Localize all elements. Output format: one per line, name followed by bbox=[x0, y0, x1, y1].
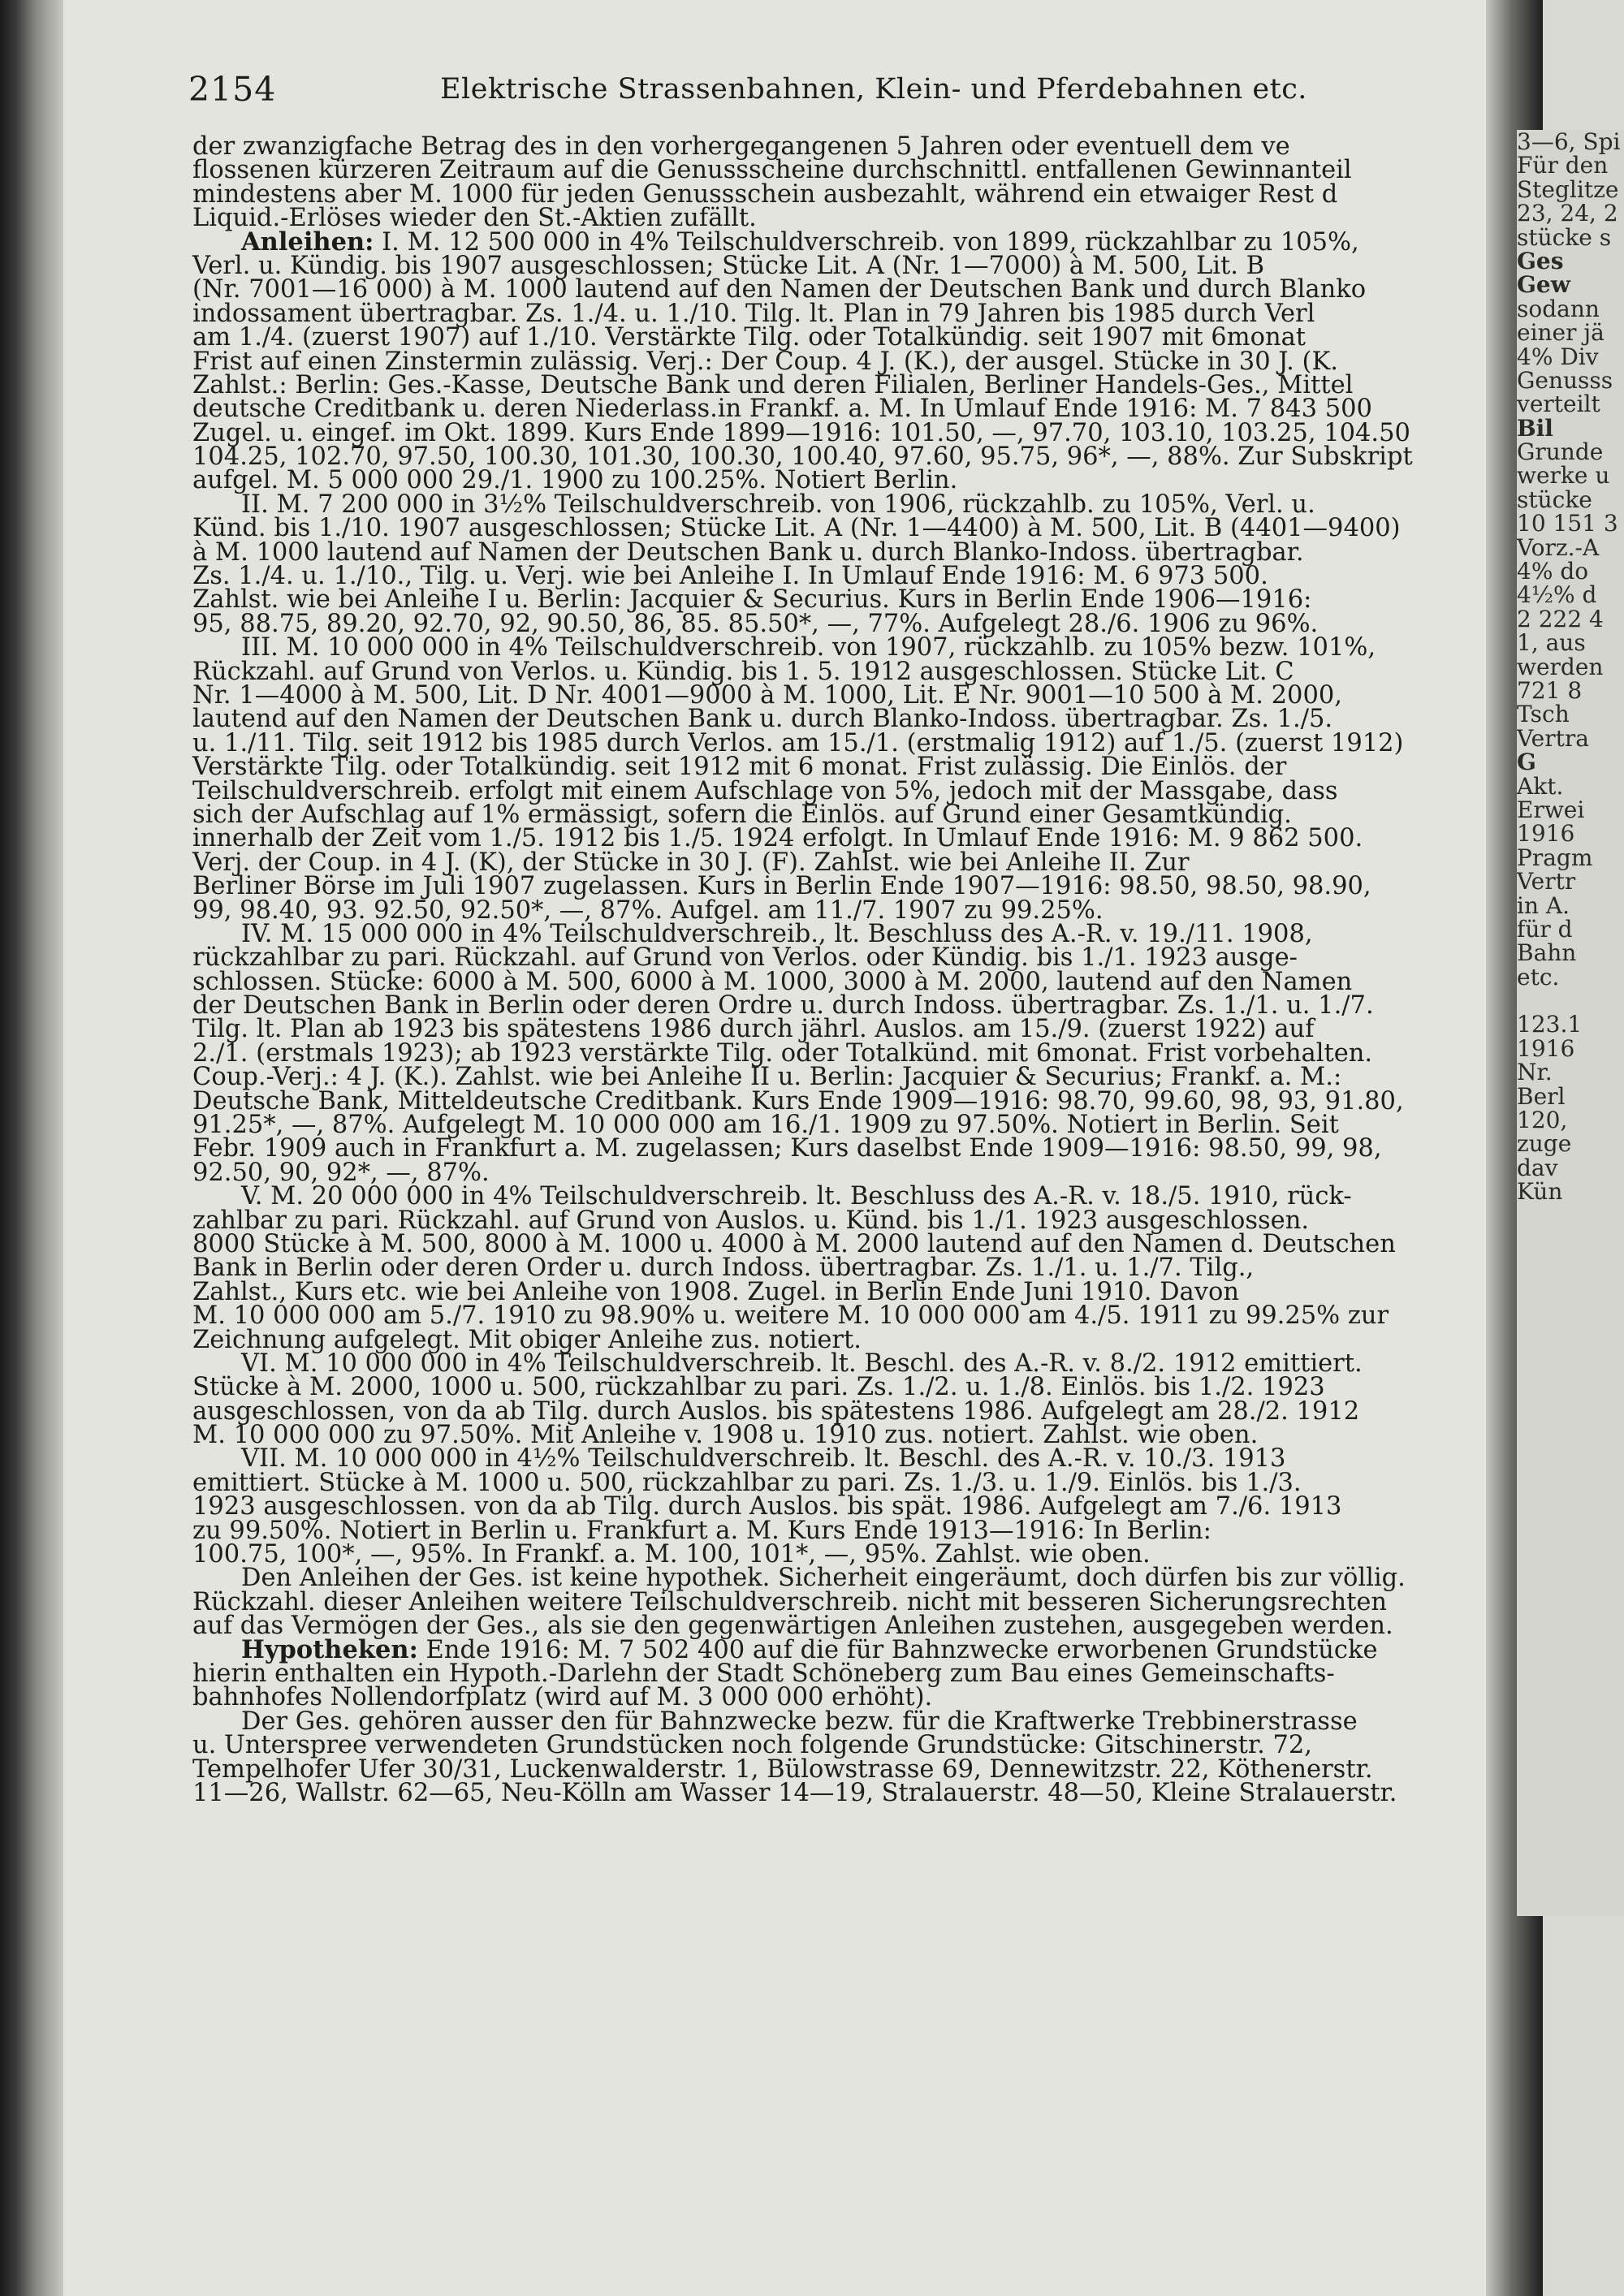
text-line-content: 2./1. (erstmals 1923); ab 1923 verstärkte Tilg. oder Totalkünd. mit 6monat. Frist vorbehalten. bbox=[192, 1038, 1373, 1068]
page-number: 2154 bbox=[188, 70, 277, 109]
adjacent-page-line: 120, bbox=[1517, 1107, 1568, 1134]
text-line bbox=[192, 418, 1508, 447]
text-line bbox=[192, 848, 1508, 877]
text-line-content: (Nr. 7001—16 000) à M. 1000 lautend auf den Namen der Deutschen Bank und durch Blanko bbox=[192, 275, 1367, 304]
text-line-content: Verstärkte Tilg. oder Totalkündig. seit 1912 mit 6 monat. Frist zulässig. Die Einlös. der bbox=[192, 753, 1287, 782]
adjacent-page-line: 2 222 4 bbox=[1517, 605, 1604, 632]
text-line bbox=[192, 1421, 1508, 1450]
adjacent-page-line: für d bbox=[1517, 915, 1573, 943]
text-line bbox=[192, 1158, 1508, 1187]
text-line-content: bahnhofes Nollendorfplatz (wird auf M. 3 000 000 erhöht). bbox=[192, 1683, 933, 1712]
page-header bbox=[188, 70, 1488, 119]
text-line bbox=[192, 800, 1508, 829]
adjacent-page-line: dav bbox=[1517, 1154, 1558, 1181]
text-line-content: am 1./4. (zuerst 1907) auf 1./10. Verstärkte Tilg. oder Totalkündig. seit 1907 mit 6monat bbox=[192, 323, 1307, 352]
text-line-content: Tempelhofer Ufer 30/31, Luckenwalderstr. 1, Bülowstrasse 69, Dennewitzstr. 22, Köthenerstr. bbox=[192, 1754, 1373, 1784]
text-line-content: emittiert. Stücke à M. 1000 u. 500, rückzahlbar zu pari. Zs. 1./3. u. 1./9. Einlös. bis 1./3. bbox=[192, 1468, 1302, 1497]
text-line-content: u. Unterspree verwendeten Grundstücken noch folgende Grundstücke: Gitschinerstr. 72, bbox=[192, 1731, 1312, 1760]
text-line-content: I. M. 12 500 000 in 4% Teilschuldverschreib. von 1899, rückzahlbar zu 105%, bbox=[374, 227, 1359, 257]
text-line bbox=[192, 132, 1508, 161]
adjacent-page-line: Grunde bbox=[1517, 438, 1604, 466]
text-line bbox=[192, 657, 1508, 686]
text-line-content: Nr. 1—4000 à M. 500, Lit. D Nr. 4001—9000 à M. 1000, Lit. E Nr. 9001—10 500 à M. 2000, bbox=[192, 680, 1342, 710]
text-line-content: innerhalb der Zeit vom 1./5. 1912 bis 1./5. 1924 erfolgt. In Umlauf Ende 1916: M. 9 862 500. bbox=[192, 824, 1363, 853]
text-line bbox=[192, 1111, 1508, 1140]
adjacent-page-line: in A. bbox=[1517, 891, 1570, 919]
text-line bbox=[192, 705, 1508, 734]
text-line-content: 1923 ausgeschlossen. von da ab Tilg. durch Auslos. bis spät. 1986. Aufgelegt am 7./6. 1913 bbox=[192, 1492, 1342, 1521]
text-line-content: Zahlst., Kurs etc. wie bei Anleihe von 1908. Zugel. in Berlin Ende Juni 1910. Davon bbox=[192, 1277, 1239, 1306]
text-line bbox=[192, 179, 1508, 209]
text-line-content: Ende 1916: M. 7 502 400 auf die für Bahnzwecke erworbenen Grundstücke bbox=[417, 1635, 1378, 1664]
text-line-content: Künd. bis 1./10. 1907 ausgeschlossen; Stücke Lit. A (Nr. 1—4400) à M. 500, Lit. B (4401—9400) bbox=[192, 514, 1401, 543]
text-line bbox=[192, 370, 1508, 399]
text-line-content: M. 10 000 000 am 5./7. 1910 zu 98.90% u. weitere M. 10 000 000 am 4./5. 1911 zu 99.25% zur bbox=[192, 1301, 1389, 1331]
text-line bbox=[192, 753, 1508, 782]
text-line bbox=[192, 1254, 1508, 1283]
text-line-content: 104.25, 102.70, 97.50, 100.30, 101.30, 100.30, 100.40, 97.60, 95.75, 96*, —, 88%. Zur Subskript bbox=[192, 442, 1413, 472]
text-line bbox=[192, 1038, 1508, 1068]
text-line-content: 92.50, 90, 92*, —, 87%. bbox=[192, 1158, 490, 1187]
text-line bbox=[192, 943, 1508, 973]
text-line bbox=[192, 227, 1508, 257]
text-line bbox=[192, 824, 1508, 853]
adjacent-page-line: Ges bbox=[1517, 247, 1564, 274]
text-line-content: à M. 1000 lautend auf Namen der Deutschen Bank u. durch Blanko-Indoss. übertragbar. bbox=[192, 537, 1304, 567]
text-line bbox=[192, 537, 1508, 567]
text-line bbox=[192, 1683, 1508, 1712]
adjacent-page-line: Vertr bbox=[1517, 868, 1576, 896]
text-line-content: Rückzahl. auf Grund von Verlos. u. Kündig. bis 1. 5. 1912 ausgeschlossen. Stücke Lit. C bbox=[192, 657, 1294, 686]
text-line bbox=[192, 585, 1508, 615]
text-line bbox=[192, 1731, 1508, 1760]
adjacent-page-line: G bbox=[1517, 749, 1536, 776]
adjacent-page-line: werden bbox=[1517, 653, 1604, 680]
adjacent-page-line: 4% do bbox=[1517, 558, 1589, 585]
text-line bbox=[192, 1229, 1508, 1258]
adjacent-page-line: Pragm bbox=[1517, 844, 1593, 871]
text-line-content: hierin enthalten ein Hypoth.-Darlehn der Stadt Schöneberg zum Bau eines Gemeinschafts- bbox=[192, 1659, 1335, 1688]
adjacent-page-line: 1, aus bbox=[1517, 629, 1586, 657]
text-line bbox=[192, 1325, 1508, 1354]
text-line-content: indossament übertragbar. Zs. 1./4. u. 1./10. Tilg. lt. Plan in 79 Jahren bis 1985 durch Verl bbox=[192, 299, 1315, 328]
text-line bbox=[192, 633, 1508, 662]
adjacent-page-line: zuge bbox=[1517, 1130, 1572, 1158]
adjacent-page-line: Steglitze bbox=[1517, 175, 1619, 203]
text-line-content: Teilschuldverschreib. erfolgt mit einem Aufschlage von 5%, jedoch mit der Massgabe, dass bbox=[192, 776, 1338, 805]
adjacent-page-line: sodann bbox=[1517, 295, 1600, 322]
text-line-content: VII. M. 10 000 000 in 4½% Teilschuldverschreib. lt. Beschl. des A.-R. v. 10./3. 1913 bbox=[241, 1444, 1286, 1474]
text-line bbox=[192, 1373, 1508, 1402]
text-line-content: 8000 Stücke à M. 500, 8000 à M. 1000 u. 4000 à M. 2000 lautend auf den Namen d. Deutschen bbox=[192, 1229, 1396, 1258]
text-line bbox=[192, 1277, 1508, 1306]
running-title: Elektrische Strassenbahnen, Klein- und Pferdebahnen etc. bbox=[440, 73, 1307, 106]
adjacent-page-line: Kün bbox=[1517, 1178, 1563, 1206]
text-line-content: M. 10 000 000 zu 97.50%. Mit Anleihe v. 1908 u. 1910 zus. notiert. Zahlst. wie oben. bbox=[192, 1421, 1259, 1450]
text-line bbox=[192, 1540, 1508, 1569]
text-line bbox=[192, 1634, 1508, 1664]
adjacent-page-line: 1916 bbox=[1517, 820, 1575, 848]
text-line bbox=[192, 1659, 1508, 1688]
text-line bbox=[192, 204, 1508, 233]
text-line bbox=[192, 728, 1508, 757]
text-line-content: IV. M. 15 000 000 in 4% Teilschuldverschreib., lt. Beschluss des A.-R. v. 19./11. 1908, bbox=[241, 919, 1313, 948]
text-line-content: Zahlst.: Berlin: Ges.-Kasse, Deutsche Bank und deren Filialen, Berliner Handels-Ges., Mittel bbox=[192, 370, 1354, 399]
text-line bbox=[192, 275, 1508, 304]
adjacent-page-line: etc. bbox=[1517, 963, 1560, 990]
text-line bbox=[192, 1492, 1508, 1521]
adjacent-page-line: Bahn bbox=[1517, 939, 1577, 967]
text-line bbox=[192, 347, 1508, 376]
adjacent-page-line: einer jä bbox=[1517, 319, 1605, 347]
adjacent-page-line: Nr. bbox=[1517, 1059, 1553, 1086]
text-line bbox=[192, 1182, 1508, 1211]
text-line-content: Deutsche Bank, Mitteldeutsche Creditbank. Kurs Ende 1909—1916: 98.70, 99.60, 98, 93, 91.80, bbox=[192, 1086, 1404, 1116]
text-line bbox=[192, 299, 1508, 328]
text-line bbox=[192, 1134, 1508, 1163]
text-line bbox=[192, 1301, 1508, 1331]
text-line bbox=[192, 776, 1508, 805]
text-line bbox=[192, 919, 1508, 948]
text-line bbox=[192, 156, 1508, 185]
adjacent-page-line: werke u bbox=[1517, 462, 1610, 490]
text-line-content: auf das Vermögen der Ges., als sie den gegenwärtigen Anleihen zustehen, ausgegeben werden. bbox=[192, 1612, 1393, 1641]
text-line-content: Liquid.-Erlöses wieder den St.-Aktien zufällt. bbox=[192, 204, 757, 233]
adjacent-page-line: 123.1 bbox=[1517, 1011, 1583, 1038]
text-line-content: ausgeschlossen, von da ab Tilg. durch Auslos. bis spätestens 1986. Aufgelegt am 28./2. 1912 bbox=[192, 1396, 1360, 1426]
section-heading: Hypotheken: bbox=[241, 1634, 418, 1664]
book-binding-shadow bbox=[0, 0, 63, 2296]
text-line-content: rückzahlbar zu pari. Rückzahl. auf Grund von Verlos. oder Kündig. bis 1./1. 1923 ausge- bbox=[192, 943, 1298, 973]
text-line-content: Coup.-Verj.: 4 J. (K.). Zahlst. wie bei Anleihe II u. Berlin: Jacquier & Securius; Frankf. a. M.: bbox=[192, 1063, 1342, 1092]
adjacent-page-line: Berl bbox=[1517, 1082, 1566, 1110]
text-line-content: Bank in Berlin oder deren Order u. durch Indoss. übertragbar. Zs. 1./1. u. 1./7. Tilg., bbox=[192, 1254, 1255, 1283]
adjacent-page-line: Akt. bbox=[1517, 772, 1564, 800]
text-line-content: Berliner Börse im Juli 1907 zugelassen. Kurs in Berlin Ende 1907—1916: 98.50, 98.50, 98.90, bbox=[192, 872, 1371, 901]
text-line bbox=[192, 562, 1508, 591]
text-line-content: Stücke à M. 2000, 1000 u. 500, rückzahlbar zu pari. Zs. 1./2. u. 1./8. Einlös. bis 1./2. 1923 bbox=[192, 1373, 1325, 1402]
text-line-content: Zeichnung aufgelegt. Mit obiger Anleihe zus. notiert. bbox=[192, 1325, 862, 1354]
text-line-content: 95, 88.75, 89.20, 92.70, 92, 90.50, 86, 85. 85.50*, —, 77%. Aufgelegt 28./6. 1906 zu 96%. bbox=[192, 609, 1319, 638]
text-line bbox=[192, 1516, 1508, 1545]
text-line bbox=[192, 1564, 1508, 1593]
text-line-content: zu 99.50%. Notiert in Berlin u. Frankfurt a. M. Kurs Ende 1913—1916: In Berlin: bbox=[192, 1516, 1212, 1545]
text-line bbox=[192, 872, 1508, 901]
adjacent-page-fragment bbox=[1517, 130, 1624, 1916]
text-line-content: mindestens aber M. 1000 für jeden Genussschein ausbezahlt, während ein etwaiger Rest d bbox=[192, 179, 1338, 209]
text-line-content: II. M. 7 200 000 in 3½% Teilschuldverschreib. von 1906, rückzahlb. zu 105%, Verl. u. bbox=[241, 490, 1315, 519]
text-line-content: Zugel. u. eingef. im Okt. 1899. Kurs Ende 1899—1916: 101.50, —, 97.70, 103.10, 103.25, 104.50 bbox=[192, 418, 1410, 447]
adjacent-page-line: Bil bbox=[1517, 414, 1553, 442]
text-line bbox=[192, 1754, 1508, 1784]
text-line-content: aufgel. M. 5 000 000 29./1. 1900 zu 100.25%. Notiert Berlin. bbox=[192, 466, 958, 495]
text-line bbox=[192, 490, 1508, 519]
adjacent-page-line: Erwei bbox=[1517, 796, 1585, 823]
text-line-content: lautend auf den Namen der Deutschen Bank u. durch Blanko-Indoss. übertragbar. Zs. 1./5. bbox=[192, 705, 1333, 734]
text-line-content: schlossen. Stücke: 6000 à M. 500, 6000 à M. 1000, 3000 à M. 2000, lautend auf den Namen bbox=[192, 967, 1353, 996]
adjacent-page-line: 3—6, Spi bbox=[1517, 130, 1621, 155]
text-line-content: deutsche Creditbank u. deren Niederlass.in Frankf. a. M. In Umlauf Ende 1916: M. 7 843 500 bbox=[192, 395, 1372, 424]
text-line bbox=[192, 1707, 1508, 1736]
text-line bbox=[192, 680, 1508, 710]
text-line bbox=[192, 1587, 1508, 1616]
adjacent-page-line: 4½% d bbox=[1517, 581, 1597, 609]
text-line bbox=[192, 1396, 1508, 1426]
text-line bbox=[192, 514, 1508, 543]
text-line bbox=[192, 967, 1508, 996]
text-line bbox=[192, 1086, 1508, 1116]
adjacent-page-line: Vertra bbox=[1517, 724, 1589, 752]
text-line bbox=[192, 609, 1508, 638]
adjacent-page-line: Genusss bbox=[1517, 366, 1613, 394]
text-line-content: Tilg. lt. Plan ab 1923 bis spätestens 1986 durch jährl. Auslos. am 15./9. (zuerst 1922) auf bbox=[192, 1015, 1315, 1044]
adjacent-page-line: Für den bbox=[1517, 152, 1609, 179]
text-line-content: Rückzahl. dieser Anleihen weitere Teilschuldverschreib. nicht mit besseren Sicherungsrechten bbox=[192, 1587, 1388, 1616]
text-line bbox=[192, 1015, 1508, 1044]
text-line-content: Zahlst. wie bei Anleihe I u. Berlin: Jacquier & Securius. Kurs in Berlin Ende 1906—1916: bbox=[192, 585, 1312, 615]
text-line-content: V. M. 20 000 000 in 4% Teilschuldverschreib. lt. Beschluss des A.-R. v. 18./5. 1910, rück- bbox=[241, 1182, 1352, 1211]
text-line bbox=[192, 1778, 1508, 1807]
text-line bbox=[192, 442, 1508, 472]
text-line bbox=[192, 395, 1508, 424]
text-line-content: der Deutschen Bank in Berlin oder deren Ordre u. durch Indoss. übertragbar. Zs. 1./1. u. 1./7. bbox=[192, 991, 1374, 1021]
text-line bbox=[192, 251, 1508, 280]
section-heading: Anleihen: bbox=[241, 227, 374, 257]
adjacent-page-line: 10 151 3 bbox=[1517, 510, 1618, 537]
adjacent-page-line: verteilt bbox=[1517, 391, 1600, 418]
text-line-content: u. 1./11. Tilg. seit 1912 bis 1985 durch Verlos. am 15./1. (erstmalig 1912) auf 1./5. (zuerst 1912) bbox=[192, 728, 1404, 757]
text-line-content: 100.75, 100*, —, 95%. In Frankf. a. M. 100, 101*, —, 95%. Zahlst. wie oben. bbox=[192, 1540, 1151, 1569]
adjacent-page-line: stücke bbox=[1517, 486, 1592, 513]
text-line-content: Verj. der Coup. in 4 J. (K), der Stücke in 30 J. (F). Zahlst. wie bei Anleihe II. Zur bbox=[192, 848, 1190, 877]
text-line-content: Febr. 1909 auch in Frankfurt a. M. zugelassen; Kurs daselbst Ende 1909—1916: 98.50, 99, 98, bbox=[192, 1134, 1382, 1163]
text-line bbox=[192, 991, 1508, 1021]
adjacent-page-line: Vorz.-A bbox=[1517, 533, 1600, 561]
adjacent-page-line: 1916 bbox=[1517, 1034, 1575, 1062]
adjacent-page-line: stücke s bbox=[1517, 223, 1612, 251]
adjacent-page-line bbox=[1517, 989, 1624, 1012]
text-line-content: Der Ges. gehören ausser den für Bahnzwecke bezw. für die Kraftwerke Trebbinerstrasse bbox=[241, 1707, 1358, 1736]
adjacent-page-line: 23, 24, 2 bbox=[1517, 200, 1618, 227]
text-line-content: Den Anleihen der Ges. ist keine hypothek. Sicherheit eingeräumt, doch dürfen bis zur völlig. bbox=[241, 1564, 1406, 1593]
adjacent-page-line: Tsch bbox=[1517, 701, 1570, 728]
text-line-content: 99, 98.40, 93. 92.50, 92.50*, —, 87%. Aufgel. am 11./7. 1907 zu 99.25%. bbox=[192, 896, 1104, 925]
adjacent-page-line: 4% Div bbox=[1517, 343, 1599, 370]
text-line bbox=[192, 466, 1508, 495]
text-line-content: 11—26, Wallstr. 62—65, Neu-Kölln am Wasser 14—19, Stralauerstr. 48—50, Kleine Stralauerstr. bbox=[192, 1778, 1397, 1807]
adjacent-page-line: Gew bbox=[1517, 271, 1570, 299]
text-line bbox=[192, 1444, 1508, 1474]
adjacent-page-line: 721 8 bbox=[1517, 676, 1583, 704]
text-line bbox=[192, 323, 1508, 352]
text-line-content: Verl. u. Kündig. bis 1907 ausgeschlossen; Stücke Lit. A (Nr. 1—7000) à M. 500, Lit. B bbox=[192, 251, 1265, 280]
text-line-content: Frist auf einen Zinstermin zulässig. Verj.: Der Coup. 4 J. (K.), der ausgel. Stücke in 30 J. (K. bbox=[192, 347, 1338, 376]
text-line bbox=[192, 1468, 1508, 1497]
text-line-content: Zs. 1./4. u. 1./10., Tilg. u. Verj. wie bei Anleihe I. In Umlauf Ende 1916: M. 6 973 500. bbox=[192, 562, 1268, 591]
text-line-content: flossenen kürzeren Zeitraum auf die Genussscheine durchschnittl. entfallenen Gewinnanteil bbox=[192, 156, 1352, 185]
text-line-content: 91.25*, —, 87%. Aufgelegt M. 10 000 000 am 16./1. 1909 zu 97.50%. Notiert in Berlin. Seit bbox=[192, 1111, 1339, 1140]
text-line bbox=[192, 1349, 1508, 1378]
text-line bbox=[192, 896, 1508, 925]
text-line bbox=[192, 1206, 1508, 1235]
text-line-content: zahlbar zu pari. Rückzahl. auf Grund von Auslos. u. Künd. bis 1./1. 1923 ausgeschlossen. bbox=[192, 1206, 1310, 1235]
body-text bbox=[192, 132, 1508, 1807]
text-line-content: VI. M. 10 000 000 in 4% Teilschuldverschreib. lt. Beschl. des A.-R. v. 8./2. 1912 emittiert. bbox=[241, 1349, 1363, 1378]
text-line-content: sich der Aufschlag auf 1% ermässigt, sofern die Einlös. auf Grund einer Gesamtkündig. bbox=[192, 800, 1292, 829]
text-line-content: III. M. 10 000 000 in 4% Teilschuldverschreib. von 1907, rückzahlb. zu 105% bezw. 101%, bbox=[241, 633, 1376, 662]
text-line-content: der zwanzigfache Betrag des in den vorhergegangenen 5 Jahren oder eventuell dem ve bbox=[192, 132, 1290, 161]
text-line bbox=[192, 1063, 1508, 1092]
